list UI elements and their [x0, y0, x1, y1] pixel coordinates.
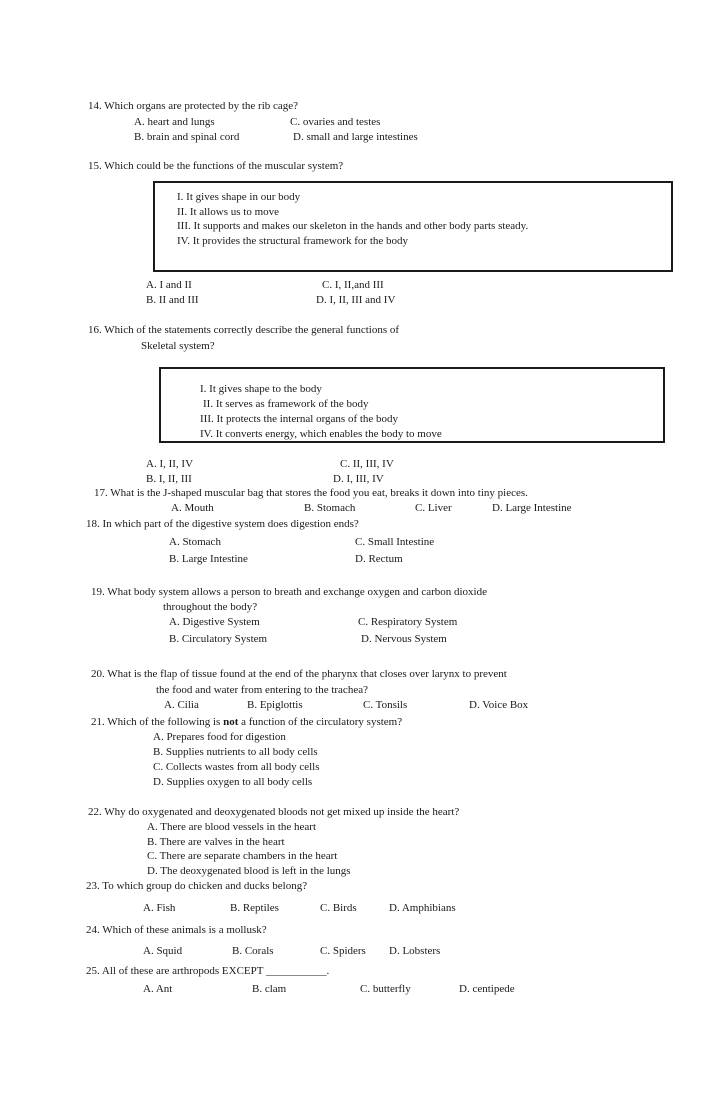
q14-choice-c: C. ovaries and testes [290, 116, 381, 128]
question-17: 17. What is the J-shaped muscular bag that stores the food you eat, breaks it down into tiny pieces. [94, 487, 528, 499]
q20-choice-c: C. Tonsils [363, 699, 408, 711]
q24-choice-a: A. Squid [143, 945, 183, 957]
q16-statement-4: IV. It converts energy, which enables the body to move [200, 428, 442, 440]
q15-choice-b: B. II and III [146, 294, 199, 306]
q14-choice-d: D. small and large intestines [293, 131, 418, 143]
q23-choice-a: A. Fish [143, 902, 176, 914]
q14-choice-a: A. heart and lungs [134, 116, 215, 128]
q16-choice-b: B. I, II, III [146, 473, 192, 485]
q23-choice-c: C. Birds [320, 902, 357, 914]
q17-choice-d: D. Large Intestine [492, 502, 572, 514]
q15-statement-1: I. It gives shape in our body [177, 191, 301, 203]
q25-choice-a: A. Ant [143, 983, 173, 995]
q21-choice-c: C. Collects wastes from all body cells [153, 761, 320, 773]
q22-choice-b: B. There are valves in the heart [147, 836, 285, 848]
q23-choice-d: D. Amphibians [389, 902, 456, 914]
q19-choice-c: C. Respiratory System [358, 616, 458, 628]
q16-choice-c: C. II, III, IV [340, 458, 394, 470]
question-18: 18. In which part of the digestive system does digestion ends? [86, 518, 359, 530]
question-16-line-2: Skeletal system? [141, 340, 215, 352]
q20-choice-b: B. Epiglottis [247, 699, 303, 711]
question-16-line-1: 16. Which of the statements correctly describe the general functions of [88, 324, 400, 336]
q16-choice-d: D. I, III, IV [333, 473, 384, 485]
q15-choice-a: A. I and II [146, 279, 192, 291]
q18-choice-b: B. Large Intestine [169, 553, 248, 565]
question-19-line-1: 19. What body system allows a person to breath and exchange oxygen and carbon dioxide [91, 586, 487, 598]
q16-statement-2: II. It serves as framework of the body [203, 398, 369, 410]
q23-choice-b: B. Reptiles [230, 902, 279, 914]
question-19-line-2: throughout the body? [163, 601, 258, 613]
q25-choice-d: D. centipede [459, 983, 515, 995]
q19-choice-a: A. Digestive System [169, 616, 260, 628]
q22-choice-a: A. There are blood vessels in the heart [147, 821, 317, 833]
question-23: 23. To which group do chicken and ducks belong? [86, 880, 308, 892]
q21-choice-b: B. Supplies nutrients to all body cells [153, 746, 318, 758]
q18-choice-d: D. Rectum [355, 553, 403, 565]
q15-choice-c: C. I, II,and III [322, 279, 384, 291]
question-22: 22. Why do oxygenated and deoxygenated bloods not get mixed up inside the heart? [88, 806, 460, 818]
q22-choice-c: C. There are separate chambers in the heart [147, 850, 338, 862]
q21-choice-a: A. Prepares food for digestion [153, 731, 286, 743]
q21-choice-d: D. Supplies oxygen to all body cells [153, 776, 313, 788]
q25-choice-c: C. butterfly [360, 983, 411, 995]
q17-choice-c: C. Liver [415, 502, 452, 514]
q20-choice-a: A. Cilia [164, 699, 199, 711]
q24-choice-d: D. Lobsters [389, 945, 441, 957]
question-25: 25. All of these are arthropods EXCEPT ___________. [86, 965, 330, 977]
question-14: 14. Which organs are protected by the rib cage? [88, 100, 299, 112]
q22-choice-d: D. The deoxygenated blood is left in the lungs [147, 865, 351, 877]
q15-statement-2: II. It allows us to move [177, 206, 280, 218]
question-15: 15. Which could be the functions of the muscular system? [88, 160, 344, 172]
q24-choice-b: B. Corals [232, 945, 274, 957]
q24-choice-c: C. Spiders [320, 945, 366, 957]
q16-choice-a: A. I, II, IV [146, 458, 194, 470]
q14-choice-b: B. brain and spinal cord [134, 131, 240, 143]
q25-choice-b: B. clam [252, 983, 287, 995]
question-20-line-2: the food and water from entering to the trachea? [156, 684, 368, 696]
q17-choice-a: A. Mouth [171, 502, 214, 514]
question-20-line-1: 20. What is the flap of tissue found at the end of the pharynx that closes over larynx to prevent [91, 668, 507, 680]
q15-choice-d: D. I, II, III and IV [316, 294, 396, 306]
q18-choice-a: A. Stomach [169, 536, 221, 548]
question-21: 21. Which of the following is not a function of the circulatory system? [91, 716, 403, 728]
q15-statement-4: IV. It provides the structural framework for the body [177, 235, 409, 247]
question-24: 24. Which of these animals is a mollusk? [86, 924, 267, 936]
q19-choice-b: B. Circulatory System [169, 633, 268, 645]
q17-choice-b: B. Stomach [304, 502, 356, 514]
q16-statement-3: III. It protects the internal organs of the body [200, 413, 399, 425]
q16-statement-1: I. It gives shape to the body [200, 383, 322, 395]
q19-choice-d: D. Nervous System [361, 633, 447, 645]
q20-choice-d: D. Voice Box [469, 699, 529, 711]
q15-statement-3: III. It supports and makes our skeleton in the hands and other body parts steady. [177, 220, 529, 232]
q18-choice-c: C. Small Intestine [355, 536, 435, 548]
